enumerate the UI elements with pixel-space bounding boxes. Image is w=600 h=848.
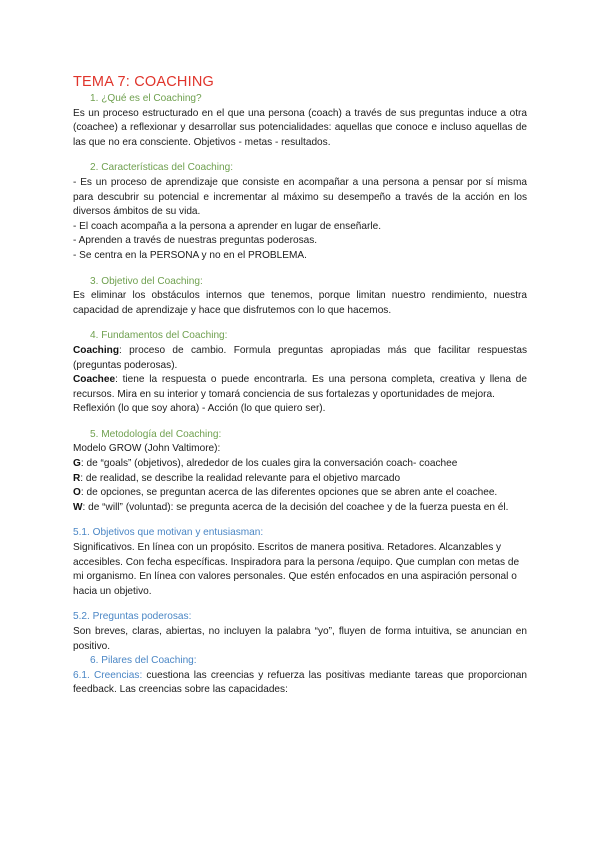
section-heading-metodologia: 5. Metodología del Coaching: xyxy=(90,428,222,440)
grow-item-text: : de “goals” (objetivos), alrededor de los cuales gira la conversación coach- coachee xyxy=(80,458,458,470)
coaching-term: Coaching xyxy=(73,344,119,356)
subsection-text-preguntas: Son breves, claras, abiertas, no incluyen la palabra “yo”, fluyen de forma intuitiva, se anuncian en positivo. xyxy=(73,626,527,652)
grow-item xyxy=(73,486,527,501)
grow-item xyxy=(73,457,527,472)
coachee-definition-text: : tiene la respuesta o puede encontrarla. Es una persona completa, creativa y llena de recursos. Mira en su interior y tomará conciencia de sus fortalezas y oportunidades de mejora. xyxy=(73,374,527,400)
characteristic-line: - Se centra en la PERSONA y no en el PROBLEMA. xyxy=(73,249,307,261)
grow-letter: W xyxy=(73,501,83,513)
subsection-heading-objetivos: 5.1. Objetivos que motivan y entusiasman: xyxy=(73,527,264,539)
characteristic-line: - Aprenden a través de nuestras preguntas poderosas. xyxy=(73,235,318,247)
coaching-definition xyxy=(73,344,527,373)
document-content xyxy=(73,73,527,698)
coachee-term: Coachee xyxy=(73,374,116,386)
characteristic-line: - Es un proceso de aprendizaje que consiste en acompañar a una persona a pensar por sí misma para descubrir su potencial e incrementar al máximo su desempeño a través de la acción en los diversos ámbitos de su vida. xyxy=(73,176,527,218)
grow-letter: O xyxy=(73,487,81,499)
grow-item xyxy=(73,472,527,487)
subsection-text-objetivos: Significativos. En línea con un propósito. Escritos de manera positiva. Retadores. Alcanzables y accesibles. Con fecha específicas. Inspiradora para la persona /equipo. Que cumplan con metas de mi organismo. En línea con valores personales. Que estén enfocados en una aspiración personal o hacia un objetivo. xyxy=(73,542,520,597)
grow-letter: R xyxy=(73,472,81,484)
section-text-que-es: Es un proceso estructurado en el que una persona (coach) a través de sus preguntas induce a otra (coachee) a reflexionar y desarrollar sus potencialidades: aquellas que conoce e incluso aquellas de las que no era consciente. Objetivos - metas - resultados. xyxy=(73,107,527,148)
creencias-text: cuestiona las creencias y refuerza las positivas mediante tareas que proporcionan feedback. Las creencias sobre las capacidades: xyxy=(73,669,527,696)
section-heading-pilares: 6. Pilares del Coaching: xyxy=(90,655,197,667)
grow-letter: G xyxy=(73,458,81,470)
grow-item xyxy=(73,501,527,516)
grow-item-text: : de “will” (voluntad): se pregunta acerca de la decisión del coachee y de la fuerza puesta en él. xyxy=(82,501,509,513)
reflection-line: Reflexión (lo que soy ahora) - Acción (lo que quiero ser). xyxy=(73,403,326,415)
section-heading-fundamentos: 4. Fundamentos del Coaching: xyxy=(90,330,228,342)
creencias-label: 6.1. Creencias: xyxy=(73,669,143,681)
section-text-objetivo: Es eliminar los obstáculos internos que tenemos, porque limitan nuestro rendimiento, nuestra capacidad de aprendizaje y hace que disfrutemos con lo que hacemos. xyxy=(73,290,527,316)
page-title: TEMA 7: COACHING xyxy=(73,74,214,90)
coaching-definition-text: : proceso de cambio. Formula preguntas apropiadas más que facilitar respuestas (preguntas poderosas). xyxy=(73,344,527,371)
grow-item-text: : de opciones, se preguntan acerca de las diferentes opciones que se abren ante el coachee. xyxy=(80,487,498,499)
coachee-definition xyxy=(73,373,527,402)
creencias-paragraph xyxy=(73,669,527,698)
section-heading-caracteristicas: 2. Características del Coaching: xyxy=(90,162,234,174)
grow-item-text: : de realidad, se describe la realidad relevante para el objetivo marcado xyxy=(80,472,401,484)
section-heading-que-es: 1. ¿Qué es el Coaching? xyxy=(90,93,202,104)
section-heading-objetivo: 3. Objetivo del Coaching: xyxy=(90,275,203,287)
grow-model-title: Modelo GROW (John Valtimore): xyxy=(73,443,221,455)
characteristic-line: - El coach acompaña a la persona a aprender en lugar de enseñarle. xyxy=(73,220,382,232)
subsection-heading-preguntas: 5.2. Preguntas poderosas: xyxy=(73,611,192,623)
